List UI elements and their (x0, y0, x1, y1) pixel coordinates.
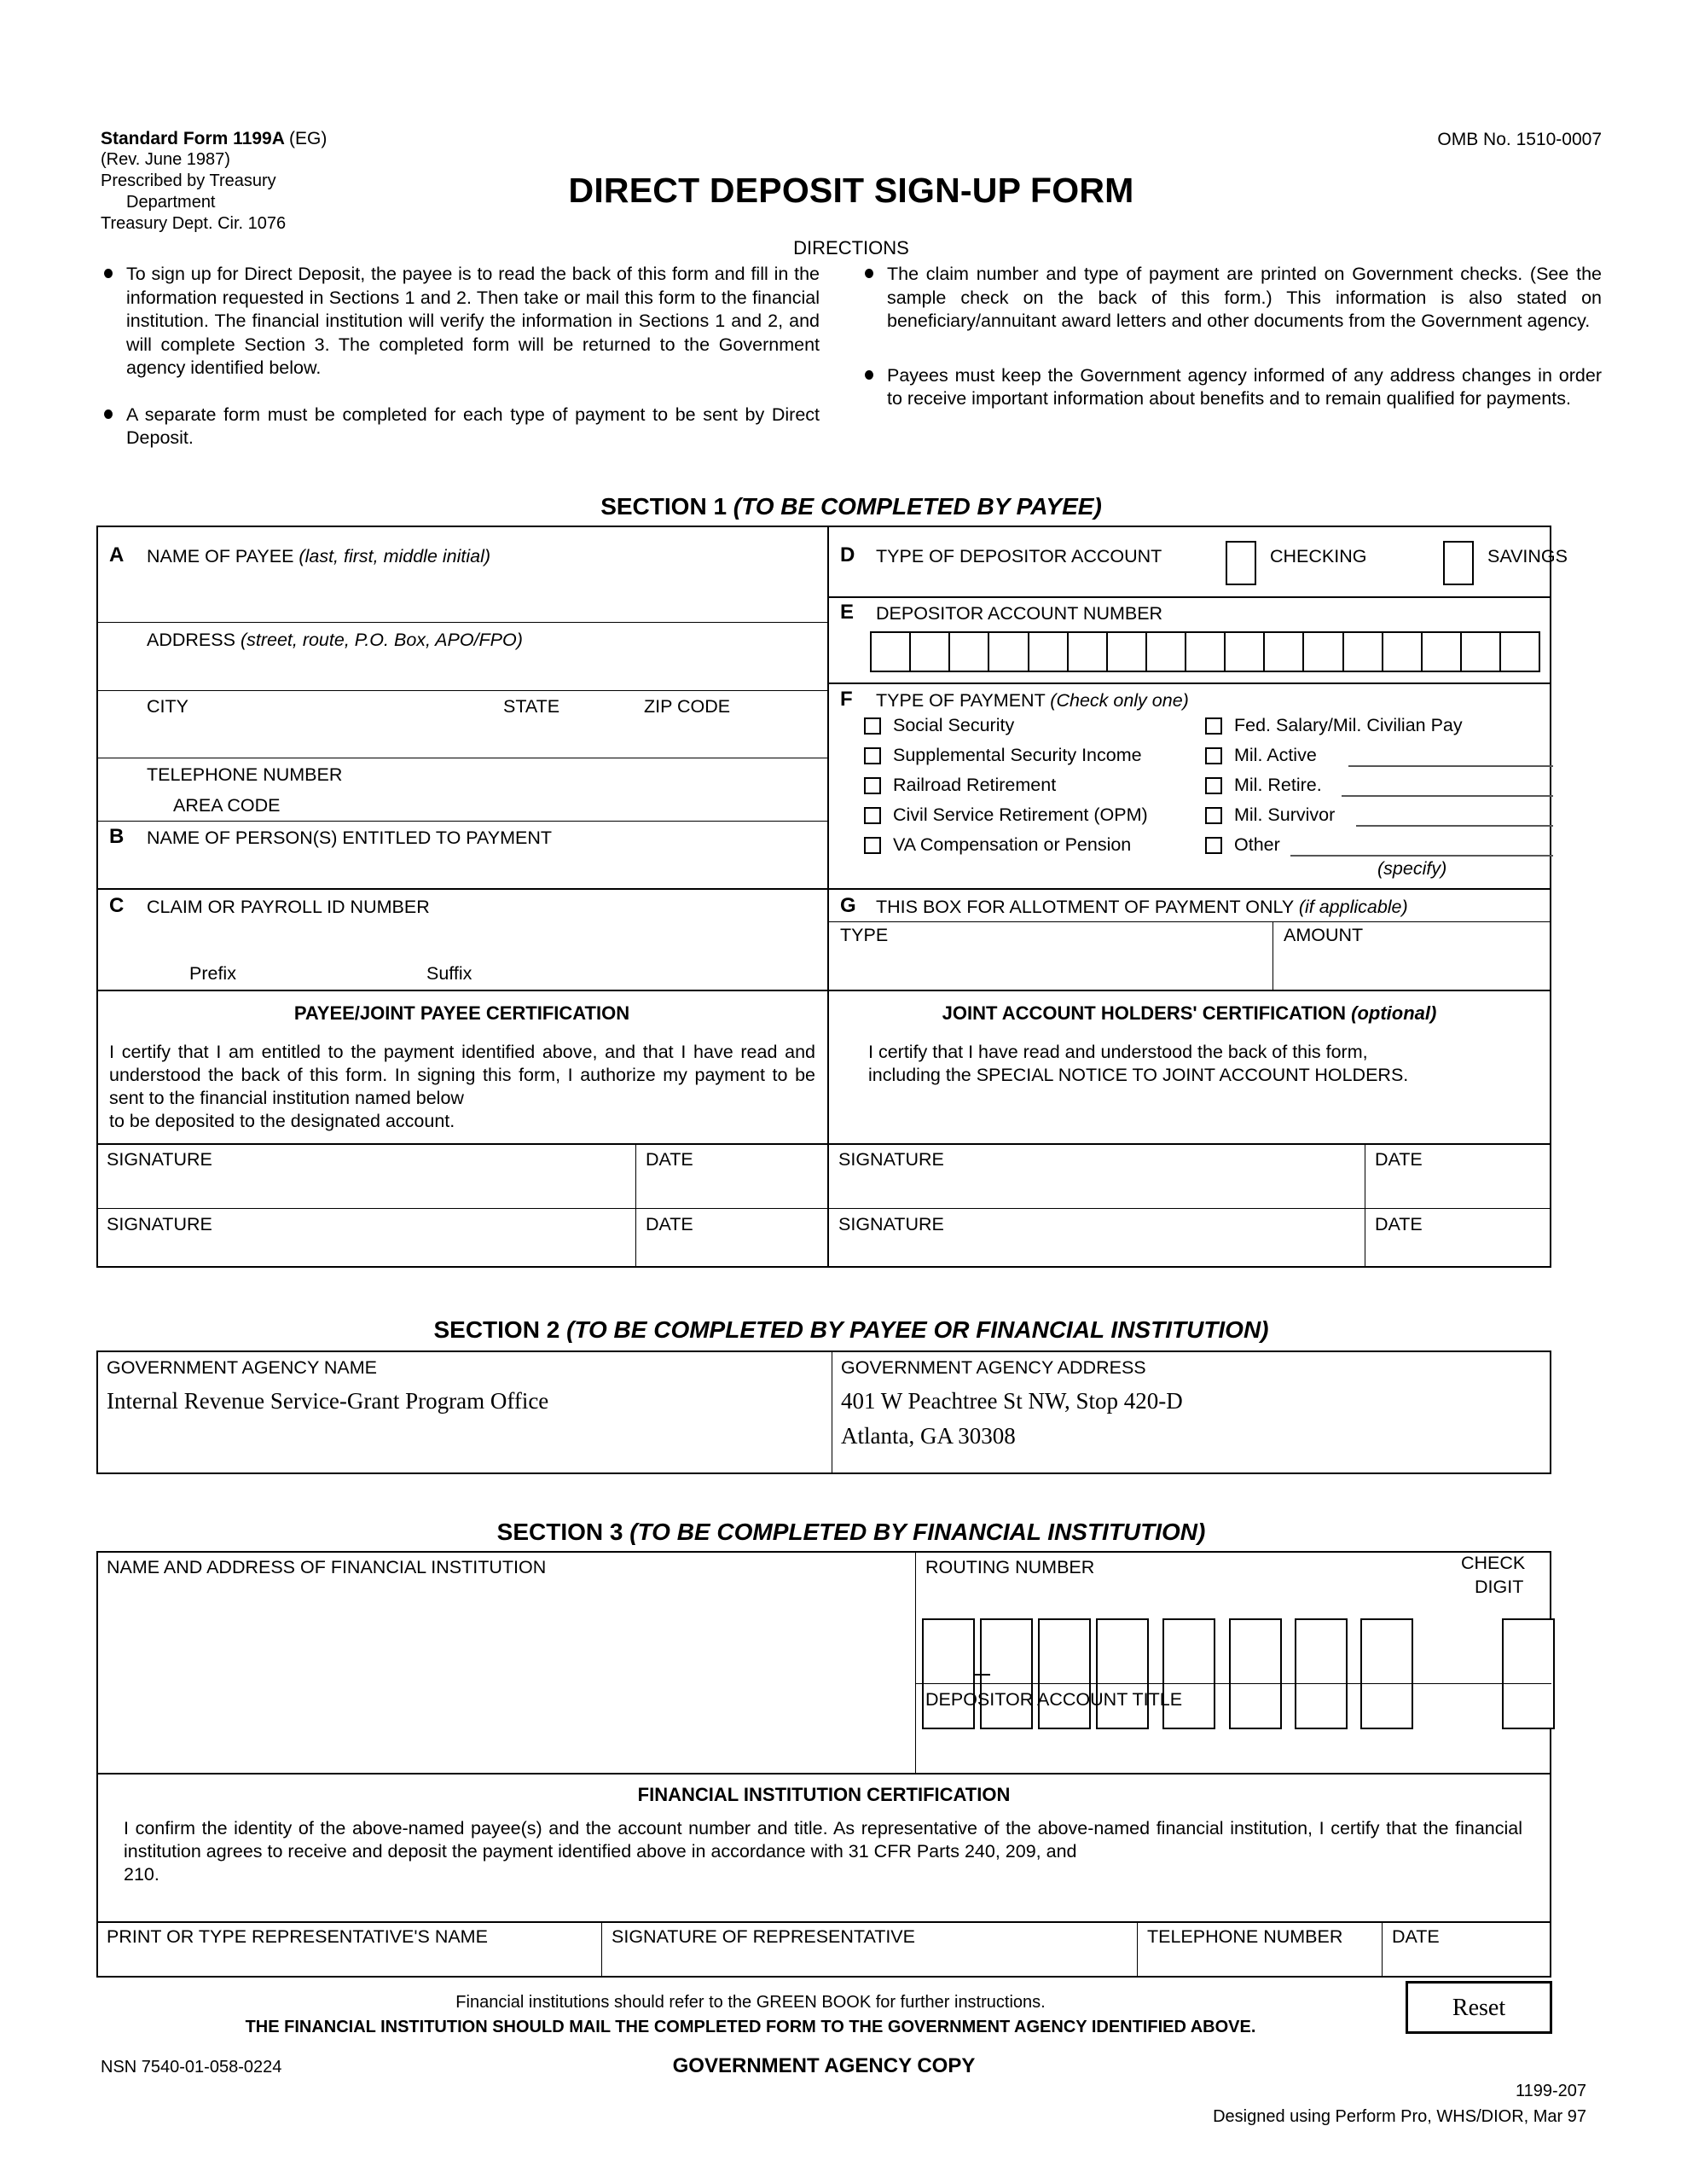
signature-label-3: SIGNATURE (107, 1214, 212, 1234)
area-code-label: AREA CODE (173, 795, 281, 816)
divider-certification-rep-row (96, 1921, 1551, 1923)
date-label-3: DATE (646, 1214, 693, 1234)
state-label: STATE (503, 696, 560, 717)
city-label: CITY (147, 696, 188, 717)
telephone-number-input[interactable] (384, 762, 826, 820)
divider-routing-account-title (915, 1683, 1551, 1684)
claim-suffix-input[interactable] (418, 924, 826, 961)
railroad-retirement-label: Railroad Retirement (893, 775, 1057, 795)
section-1-center-divider (827, 526, 829, 1268)
agency-address-line2[interactable]: Atlanta, GA 30308 (841, 1423, 1016, 1449)
signature-input-4[interactable] (830, 1237, 1363, 1266)
bullet-icon (865, 370, 873, 380)
savings-label: SAVINGS (1487, 546, 1568, 566)
checkbox-mil-active[interactable] (1205, 747, 1222, 764)
divider-payee-address (98, 622, 827, 623)
direction-item (861, 364, 1602, 411)
supplemental-security-income-label: Supplemental Security Income (893, 745, 1142, 765)
section-2-subtitle: (TO BE COMPLETED BY PAYEE OR FINANCIAL INSTITUTION) (566, 1316, 1269, 1343)
field-letter-c: C (109, 894, 125, 917)
address-input[interactable] (98, 629, 826, 688)
civil-service-retirement-label: Civil Service Retirement (OPM) (893, 804, 1148, 825)
depositor-account-number-input[interactable] (870, 631, 1540, 672)
divider-c-certification (98, 990, 827, 991)
divider-b-c (98, 888, 827, 890)
nsn-number: NSN 7540-01-058-0224 (101, 2058, 282, 2077)
divider-d-e (829, 596, 1550, 598)
signature-input-2[interactable] (830, 1173, 1363, 1207)
section-2-label: SECTION 2 (433, 1316, 560, 1343)
form-header (101, 128, 1602, 233)
agency-name-label: GOVERNMENT AGENCY NAME (107, 1357, 377, 1378)
date-input-2[interactable] (1366, 1173, 1550, 1207)
routing-number-cell[interactable] (1229, 1618, 1282, 1729)
type-of-payment-hint: (Check only one) (1050, 690, 1189, 711)
routing-number-cell[interactable] (1360, 1618, 1413, 1729)
other-specify-input[interactable] (1290, 855, 1553, 857)
name-of-payee-input[interactable] (98, 543, 826, 622)
address-hint: (street, route, P.O. Box, APO/FPO) (240, 630, 523, 650)
account-number-cell[interactable] (1344, 633, 1383, 671)
omb-number: OMB No. 1510-0007 (1437, 130, 1602, 149)
directions-right-column (861, 263, 1602, 411)
city-input[interactable] (98, 695, 473, 757)
checkbox-social-security[interactable] (864, 717, 881, 735)
zip-code-input[interactable] (638, 695, 826, 757)
section-3-subtitle: (TO BE COMPLETED BY FINANCIAL INSTITUTION) (629, 1519, 1206, 1545)
form-circular: Treasury Dept. Cir. 1076 (101, 214, 287, 233)
divider-section3-certification (96, 1773, 1551, 1774)
account-number-cell[interactable] (1069, 633, 1108, 671)
field-letter-b: B (109, 825, 125, 848)
routing-number-cell[interactable] (1096, 1618, 1149, 1729)
checkbox-mil-survivor[interactable] (1205, 807, 1222, 824)
payee-certification-title: PAYEE/JOINT PAYEE CERTIFICATION (293, 1002, 630, 1024)
section-3-label: SECTION 3 (496, 1519, 623, 1545)
routing-separator-dash (975, 1674, 990, 1676)
field-letter-d: D (840, 543, 855, 566)
form-revision: (Rev. June 1987) (101, 150, 230, 169)
direction-text: A separate form must be completed for each type of payment to be sent by Direct Deposit. (126, 404, 820, 448)
form-code: 1199-207 (1515, 2082, 1586, 2100)
checkbox-va-compensation-or-pension[interactable] (864, 837, 881, 854)
representative-phone-input[interactable] (1139, 1952, 1379, 1976)
name-of-payee-hint: (last, first, middle initial) (299, 546, 491, 566)
financial-institution-certification-last-line: 210. (124, 1864, 159, 1885)
signature-label-1: SIGNATURE (107, 1149, 212, 1170)
fed-salary-label: Fed. Salary/Mil. Civilian Pay (1234, 715, 1463, 735)
routing-number-cell[interactable] (922, 1618, 975, 1729)
telephone-number-label: TELEPHONE NUMBER (147, 764, 343, 785)
joint-certification-body: I certify that I have read and understood the back of this form, including the SPECIAL NOTICE TO JOINT ACCOUNT HOLDERS. (868, 1041, 1542, 1087)
date-label-2: DATE (1375, 1149, 1423, 1170)
divider-phone-date (1382, 1921, 1383, 1978)
entitled-person-label: NAME OF PERSON(S) ENTITLED TO PAYMENT (147, 828, 553, 848)
financial-institution-certification-body: I confirm the identity of the above-named payee(s) and the account number and title. As representative of the above-named financial institution, I certify that the financial institution agrees to receive and deposit the payment identified above in accordance with 31 CFR Parts 240, 209, and 210. (124, 1818, 1522, 1885)
depositor-account-title-label: DEPOSITOR ACCOUNT TITLE (925, 1689, 1183, 1710)
social-security-label: Social Security (893, 715, 1015, 735)
account-number-cell[interactable] (1423, 633, 1462, 671)
account-number-cell[interactable] (1186, 633, 1226, 671)
account-number-cell[interactable] (950, 633, 989, 671)
direction-item (101, 263, 820, 380)
field-letter-g: G (840, 894, 856, 917)
section-1-label: SECTION 1 (600, 493, 728, 520)
financial-institution-name-label: NAME AND ADDRESS OF FINANCIAL INSTITUTION (107, 1557, 547, 1577)
direction-text: The claim number and type of payment are printed on Government checks. (See the sample check on the back of this form.) This information is also stated on beneficiary/annuitant award letters and other documents from the Government agency. (887, 264, 1602, 331)
agency-address-label: GOVERNMENT AGENCY ADDRESS (841, 1357, 1146, 1378)
page-title: DIRECT DEPOSIT SIGN-UP FORM (568, 171, 1134, 210)
checkbox-railroad-retirement[interactable] (864, 777, 881, 794)
divider-rep-name-signature (601, 1921, 602, 1978)
mil-survivor-label: Mil. Survivor (1234, 804, 1336, 825)
payee-certification-body: I certify that I am entitled to the payment identified above, and that I have read and understood the back of this form. In signing this form, I authorize my payment to be sent to the financial institution named below to be deposited to the designated account. (109, 1042, 815, 1131)
divider-e-f (829, 682, 1550, 684)
divider-f-g (829, 888, 1550, 890)
date-label-4: DATE (1375, 1214, 1423, 1234)
directions-left-column (101, 263, 820, 450)
checkbox-civil-service-retirement[interactable] (864, 807, 881, 824)
account-number-cell[interactable] (1147, 633, 1186, 671)
field-letter-e: E (840, 601, 855, 624)
section-2-heading (101, 1316, 1602, 1344)
address-label: ADDRESS (street, route, P.O. Box, APO/FPO) (147, 630, 523, 650)
divider-telephone-b (98, 821, 827, 822)
field-letter-f: F (840, 688, 853, 711)
joint-certification-title: JOINT ACCOUNT HOLDERS' CERTIFICATION (optional) (942, 1002, 1437, 1024)
divider-type-amount (1272, 921, 1273, 990)
account-number-cell[interactable] (1029, 633, 1069, 671)
account-number-cell[interactable] (989, 633, 1029, 671)
mil-survivor-input[interactable] (1356, 825, 1553, 827)
check-digit-label-line2: DIGIT (1475, 1577, 1524, 1597)
specify-hint: (specify) (1377, 858, 1447, 879)
checkbox-mil-retire[interactable] (1205, 777, 1222, 794)
financial-institution-certification-title: FINANCIAL INSTITUTION CERTIFICATION (637, 1784, 1011, 1805)
account-number-cell[interactable] (1383, 633, 1423, 671)
allotment-type-input[interactable] (832, 947, 1267, 988)
account-number-cell[interactable] (1108, 633, 1147, 671)
representative-signature-input[interactable] (604, 1952, 1134, 1976)
account-number-cell[interactable] (1501, 633, 1539, 671)
form-suffix: (EG) (288, 129, 328, 148)
account-number-cell[interactable] (1226, 633, 1265, 671)
allotment-label: THIS BOX FOR ALLOTMENT OF PAYMENT ONLY (if applicable) (876, 897, 1408, 917)
signature-input-3[interactable] (98, 1237, 634, 1266)
bullet-icon (104, 410, 113, 419)
mil-active-label: Mil. Active (1234, 745, 1317, 765)
signature-input-1[interactable] (98, 1173, 634, 1207)
direction-text: Payees must keep the Government agency informed of any address changes in order to receive important information about benefits and to remain qualified for payments. (887, 364, 1602, 409)
bullet-icon (104, 269, 113, 278)
date-input-4[interactable] (1366, 1237, 1550, 1266)
suffix-label: Suffix (426, 963, 472, 984)
prefix-label: Prefix (189, 963, 236, 984)
bullet-icon (865, 269, 873, 278)
form-prescribed-line1: Prescribed by Treasury (101, 171, 276, 190)
account-number-cell[interactable] (1304, 633, 1343, 671)
divider-g-certification (829, 990, 1550, 991)
other-label: Other (1234, 834, 1280, 855)
green-book-note: Financial institutions should refer to the GREEN BOOK for further instructions. (455, 1993, 1046, 2012)
zip-code-label: ZIP CODE (644, 696, 731, 717)
directions-heading: DIRECTIONS (793, 237, 909, 258)
checking-label: CHECKING (1270, 546, 1367, 566)
representative-date-label: DATE (1392, 1926, 1440, 1947)
section-1-heading (101, 493, 1602, 520)
direction-item (101, 404, 820, 450)
checkbox-checking[interactable] (1226, 541, 1256, 585)
section-3-vertical-divider (915, 1551, 916, 1773)
claim-id-label: CLAIM OR PAYROLL ID NUMBER (147, 897, 430, 917)
divider-signature-phone (1137, 1921, 1138, 1978)
checkbox-supplemental-security-income[interactable] (864, 747, 881, 764)
type-of-payment-label: TYPE OF PAYMENT (Check only one) (876, 690, 1189, 711)
date-input-3[interactable] (637, 1237, 826, 1266)
financial-institution-name-input[interactable] (102, 1587, 911, 1766)
check-digit-label-line1: CHECK (1461, 1553, 1526, 1573)
date-label-1: DATE (646, 1149, 693, 1170)
account-number-cell[interactable] (872, 633, 911, 671)
signature-label-4: SIGNATURE (838, 1214, 944, 1234)
divider-cert-signatures (96, 1143, 1551, 1145)
check-digit-input[interactable] (1502, 1618, 1555, 1729)
agency-address-line1[interactable]: 401 W Peachtree St NW, Stop 420-D (841, 1388, 1183, 1414)
form-number: Standard Form 1199A (101, 129, 285, 148)
section-1-subtitle: (TO BE COMPLETED BY PAYEE) (733, 493, 1102, 520)
section-3-heading (101, 1519, 1602, 1546)
reset-button[interactable]: Reset (1406, 1981, 1552, 2034)
representative-phone-label: TELEPHONE NUMBER (1147, 1926, 1343, 1947)
copy-designation: GOVERNMENT AGENCY COPY (672, 2054, 976, 2077)
divider-signature-rows (96, 1208, 1551, 1209)
mil-retire-label: Mil. Retire. (1234, 775, 1322, 795)
depositor-account-title-input[interactable] (921, 1717, 1548, 1770)
divider-sig1-date1 (635, 1143, 636, 1268)
name-of-payee-label: NAME OF PAYEE (last, first, middle initial) (147, 546, 491, 566)
direction-text: To sign up for Direct Deposit, the payee is to read the back of this form and fill in the information requested in Sections 1 and 2. Then take or mail this form to the financial institution. The financial institution will verify the information in Sections 1 and 2, and will complete Section 3. The completed form will be returned to the Government agency identified below. (126, 264, 820, 378)
account-number-cell[interactable] (911, 633, 950, 671)
divider-address-city (98, 690, 827, 691)
joint-certification-optional: (optional) (1351, 1002, 1437, 1024)
payee-certification-last-line: to be deposited to the designated account. (109, 1111, 455, 1131)
designed-note: Designed using Perform Pro, WHS/DIOR, Mar 97 (1213, 2107, 1586, 2126)
va-compensation-label: VA Compensation or Pension (893, 834, 1132, 855)
allotment-hint: (if applicable) (1298, 897, 1408, 917)
form-number-line (101, 128, 612, 149)
allotment-type-label: TYPE (840, 925, 889, 945)
field-letter-a: A (109, 543, 125, 566)
representative-name-input[interactable] (101, 1952, 599, 1976)
depositor-account-number-label: DEPOSITOR ACCOUNT NUMBER (876, 603, 1163, 624)
mil-retire-input[interactable] (1342, 795, 1553, 797)
routing-number-label: ROUTING NUMBER (925, 1557, 1095, 1577)
entitled-person-input[interactable] (98, 850, 826, 887)
mail-instruction-note: THE FINANCIAL INSTITUTION SHOULD MAIL THE COMPLETED FORM TO THE GOVERNMENT AGENCY IDENTIFIED ABOVE. (245, 2018, 1256, 2036)
account-number-cell[interactable] (1265, 633, 1304, 671)
divider-g-header (829, 921, 1550, 922)
direction-item (861, 263, 1602, 334)
routing-number-cell[interactable] (1162, 1618, 1215, 1729)
signature-label-2: SIGNATURE (838, 1149, 944, 1170)
allotment-amount-label: AMOUNT (1284, 925, 1364, 945)
depositor-account-type-label: TYPE OF DEPOSITOR ACCOUNT (876, 546, 1162, 566)
claim-prefix-input[interactable] (98, 924, 414, 961)
representative-date-input[interactable] (1384, 1952, 1548, 1976)
form-prescribed-line2: Department (126, 193, 216, 212)
representative-signature-label: SIGNATURE OF REPRESENTATIVE (612, 1926, 915, 1947)
agency-name-value[interactable]: Internal Revenue Service-Grant Program Office (107, 1388, 549, 1414)
checkbox-fed-salary-mil-civilian-pay[interactable] (1205, 717, 1222, 735)
date-input-1[interactable] (637, 1173, 826, 1207)
routing-number-cell[interactable] (1038, 1618, 1091, 1729)
state-input[interactable] (495, 695, 631, 757)
checkbox-savings[interactable] (1443, 541, 1474, 585)
joint-certification-last-line: including the SPECIAL NOTICE TO JOINT ACCOUNT HOLDERS. (868, 1065, 1409, 1085)
representative-name-label: PRINT OR TYPE REPRESENTATIVE'S NAME (107, 1926, 488, 1947)
allotment-amount-input[interactable] (1277, 947, 1546, 988)
routing-number-cell[interactable] (1295, 1618, 1348, 1729)
account-number-cell[interactable] (1462, 633, 1501, 671)
mil-active-input[interactable] (1348, 765, 1553, 767)
checkbox-other[interactable] (1205, 837, 1222, 854)
